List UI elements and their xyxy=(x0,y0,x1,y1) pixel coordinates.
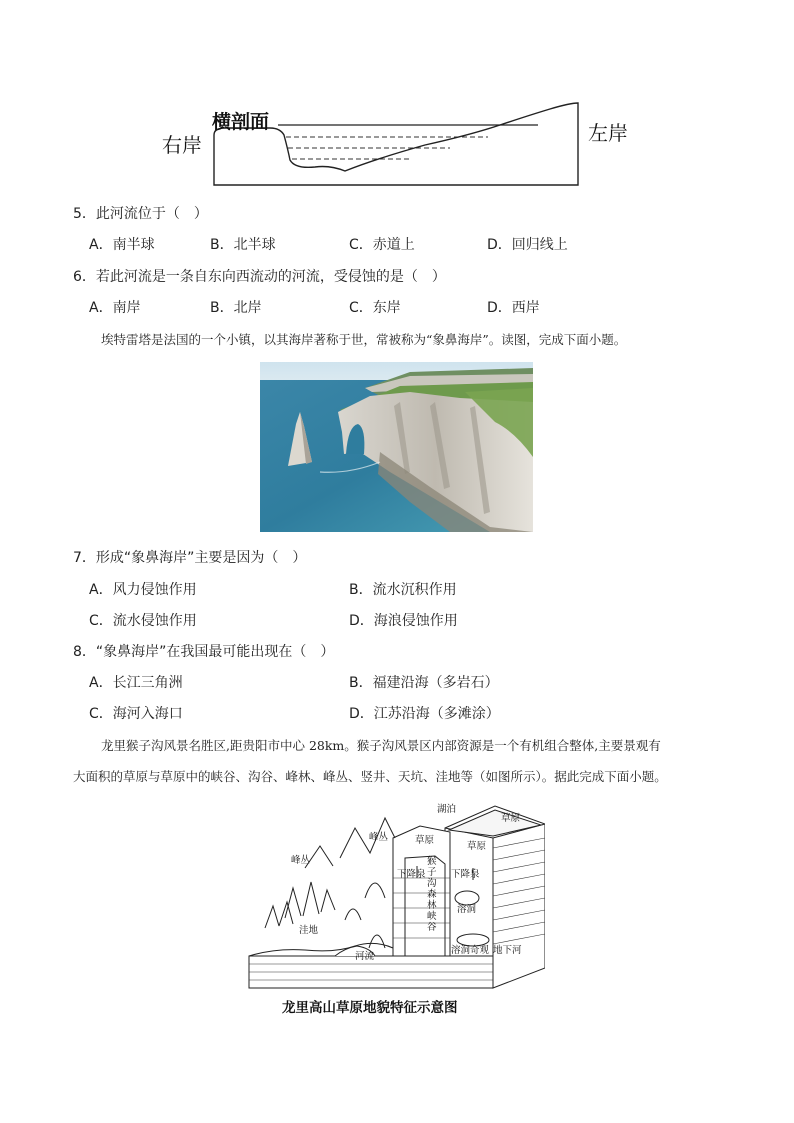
lake-label: 湖泊 xyxy=(437,804,457,815)
river-label: 河流 xyxy=(355,951,375,962)
question-8-option-d[interactable]: D．江苏沿海（多滩涂） xyxy=(349,706,500,722)
question-7-option-a[interactable]: A．风力侵蚀作用 xyxy=(89,582,197,598)
question-5-option-c[interactable]: C．赤道上 xyxy=(349,237,415,253)
spring-label-2: 下降泉 xyxy=(451,869,480,880)
grassland-label-1: 草原 xyxy=(501,813,521,824)
question-5-option-b[interactable]: B．北半球 xyxy=(210,237,276,253)
cliff-photo-illustration xyxy=(260,362,533,532)
question-5-stem: 5．此河流位于（ ） xyxy=(73,206,208,222)
cave-wonder-label: 溶洞奇观 xyxy=(451,945,490,956)
gorge-label: 猴子沟森林峡谷 xyxy=(427,856,437,933)
question-7-option-d[interactable]: D．海浪侵蚀作用 xyxy=(349,613,458,629)
question-8-stem: 8．“象鼻海岸”在我国最可能出现在（ ） xyxy=(73,644,335,660)
karst-block-diagram xyxy=(245,798,545,993)
cross-section-title: 横剖面 xyxy=(212,111,270,133)
underground-river-label: 地下河 xyxy=(493,945,522,956)
etretat-intro: 埃特雷塔是法国的一个小镇，以其海岸著称于世，常被称为“象鼻海岸”。读图，完成下面小题。 xyxy=(101,332,627,347)
question-5-option-d[interactable]: D．回归线上 xyxy=(487,237,568,253)
question-6-option-b[interactable]: B．北岸 xyxy=(210,300,262,316)
longli-intro-line-1: 龙里猴子沟风景名胜区,距贵阳市中心 28km。猴子沟风景区内部资源是一个有机组合整体,主要景观有 xyxy=(101,738,661,753)
question-8-option-a[interactable]: A．长江三角洲 xyxy=(89,675,183,691)
question-7-option-b[interactable]: B．流水沉积作用 xyxy=(349,582,457,598)
question-6-option-d[interactable]: D．西岸 xyxy=(487,300,540,316)
cave-label: 溶洞 xyxy=(457,904,477,915)
grassland-label-2: 草原 xyxy=(415,835,435,846)
cross-section-figure xyxy=(150,95,650,195)
longli-intro-line-2: 大面积的草原与草原中的峡谷、沟谷、峰林、峰丛、竖井、天坑、洼地等（如图所示）。据此完成下面小题。 xyxy=(73,769,667,784)
question-7-stem: 7．形成“象鼻海岸”主要是因为（ ） xyxy=(73,550,307,566)
question-8-option-b[interactable]: B．福建沿海（多岩石） xyxy=(349,675,499,691)
etretat-cliff-photo xyxy=(260,362,533,532)
question-7-option-c[interactable]: C．流水侵蚀作用 xyxy=(89,613,197,629)
peak-cluster-label-1: 峰丛 xyxy=(369,832,389,843)
left-bank-label: 左岸 xyxy=(588,121,628,145)
question-6-stem: 6．若此河流是一条自东向西流动的河流，受侵蚀的是（ ） xyxy=(73,269,446,285)
right-bank-label: 右岸 xyxy=(162,133,202,157)
question-6-option-a[interactable]: A．南岸 xyxy=(89,300,141,316)
spring-label-1: 下降泉 xyxy=(397,869,426,880)
peak-cluster-label-2: 峰丛 xyxy=(291,855,311,866)
depression-label: 洼地 xyxy=(299,925,319,936)
karst-diagram-caption: 龙里高山草原地貌特征示意图 xyxy=(282,1000,458,1016)
grassland-label-3: 草原 xyxy=(467,841,487,852)
question-8-option-c[interactable]: C．海河入海口 xyxy=(89,706,183,722)
karst-diagram-drawing xyxy=(245,798,545,993)
question-5-option-a[interactable]: A．南半球 xyxy=(89,237,155,253)
question-6-option-c[interactable]: C．东岸 xyxy=(349,300,401,316)
